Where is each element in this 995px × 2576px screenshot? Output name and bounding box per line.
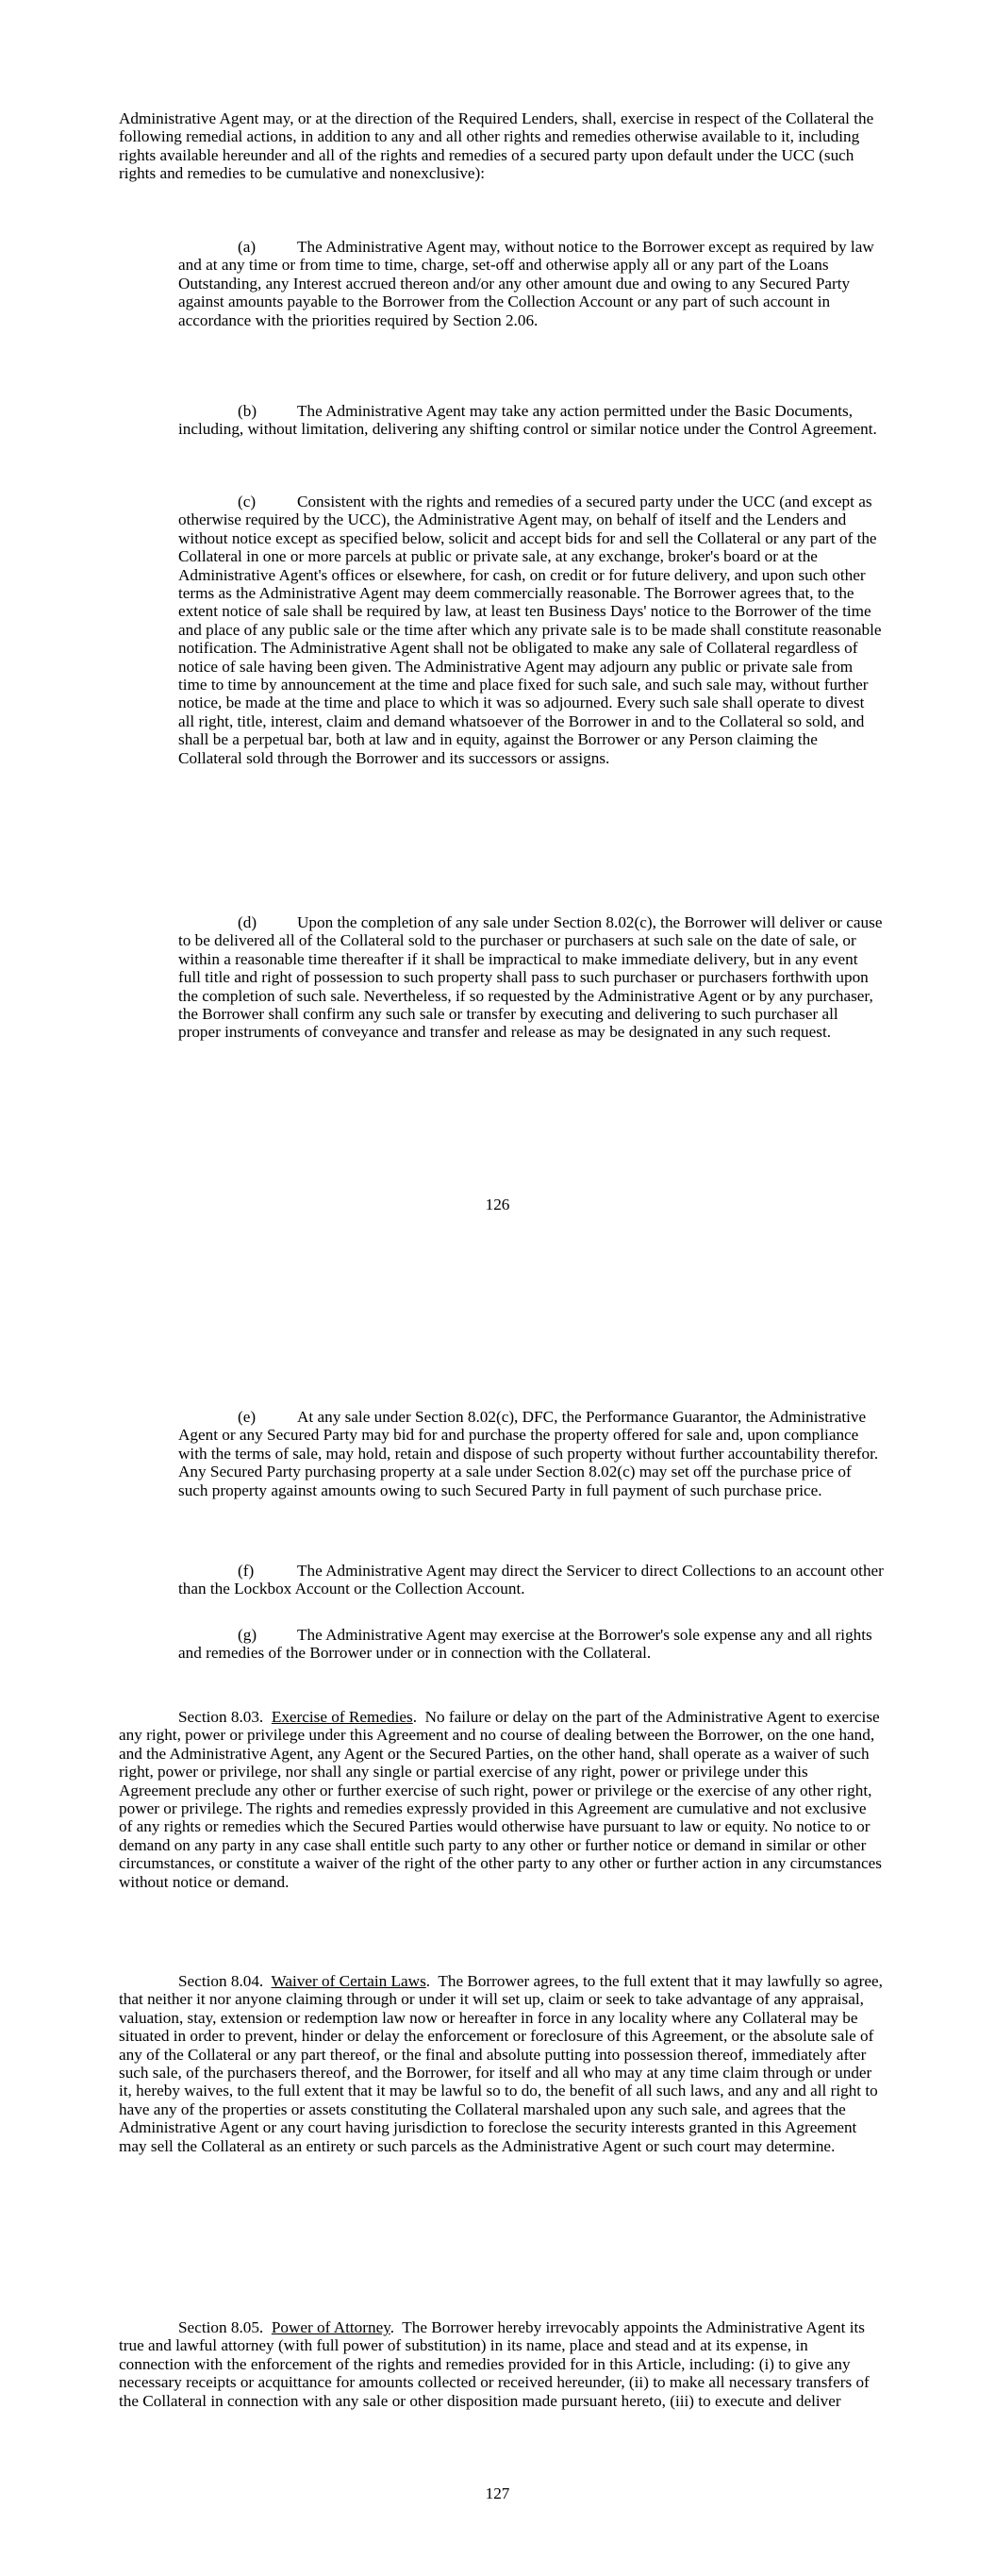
remedy-item-c xyxy=(178,493,884,767)
remedy-item-f xyxy=(178,1562,884,1598)
item-label: (e) xyxy=(238,1408,257,1426)
item-label: (d) xyxy=(238,913,257,931)
remedy-item-d xyxy=(178,913,884,1042)
section-text: The Borrower agrees, to the full extent that it may lawfully so agree, that neither it nor anyone claiming through or under it will set up, claim or seek to take advantage of any appraisal, valuation, stay, extension or redemption law now or hereafter in force in any locality where any Collateral may be situated in order to prevent, hinder or delay the enforcement or foreclosure of this Agreement, or the absolute sale of any of the Collateral or any part thereof, or the final and absolute putting into possession thereof, immediately after such sale, of the purchasers thereof, and the Borrower, for itself and all who may at any time claim through or under it, hereby waives, to the full extent that it may be lawful so to do, the benefit of all such laws, and any and all right to have any of the properties or assets constituting the Collateral marshaled upon any such sale, and agrees that the Administrative Agent or any court having jurisdiction to foreclose the security interests granted in this Agreement may sell the Collateral as an entirety or such parcels as the Administrative Agent or such court may determine. xyxy=(119,1972,883,2155)
page-number: 126 xyxy=(485,1196,510,1213)
section-number: Section 8.04. xyxy=(178,1972,264,1990)
remedy-item-g xyxy=(178,1626,884,1663)
item-text: Upon the completion of any sale under Section 8.02(c), the Borrower will deliver or cause to be delivered all of the Collateral sold to the purchaser or purchasers at such sale on the date of sale, or within a reasonable time thereafter if it shall be impractical to make immediate delivery, but in any event full title and right of possession to such property shall pass to such purchaser or purchasers forthwith upon the completion of such sale. Nevertheless, if so requested by the Administrative Agent or by any purchaser, the Borrower shall confirm any such sale or transfer by executing and delivering to such purchaser all proper instruments of conveyance and transfer and release as may be designated in any such request. xyxy=(178,913,883,1042)
section-heading: Waiver of Certain Laws xyxy=(271,1972,426,1990)
item-text: The Administrative Agent may exercise at the Borrower's sole expense any and all rights and remedies of the Borrower under or in connection with the Collateral. xyxy=(178,1626,872,1663)
item-text: The Administrative Agent may take any action permitted under the Basic Documents, including, without limitation, delivering any shifting control or similar notice under the Control Agreement. xyxy=(178,402,877,439)
remedy-item-e xyxy=(178,1408,884,1499)
item-label: (a) xyxy=(238,238,257,256)
document-page-127 xyxy=(0,1288,995,2576)
item-text: The Administrative Agent may direct the Servicer to direct Collections to an account other than the Lockbox Account or the Collection Account. xyxy=(178,1562,884,1598)
item-label: (b) xyxy=(238,402,257,420)
item-text: Consistent with the rights and remedies of a secured party under the UCC (and except as otherwise required by the UCC), the Administrative Agent may, on behalf of itself and the Lenders and without notice except as specified below, solicit and accept bids for and sell the Collateral or any part of the Collateral in one or more parcels at public or private sale, at any exchange, broker's board or at the Administrative Agent's offices or elsewhere, for cash, on credit or for future delivery, and upon such other terms as the Administrative Agent may deem commercially reasonable. The Borrower agrees that, to the extent notice of sale shall be required by law, at least ten Business Days' notice to the Borrower of the time and place of any public sale or the time after which any private sale is to be made shall constitute reasonable notification. The Administrative Agent shall not be obligated to make any sale of Collateral regardless of notice of sale having been given. The Administrative Agent may adjourn any public or private sale from time to time by announcement at the time and place fixed for such sale, and such sale may, without further notice, be made at the time and place to which it was so adjourned. Every such sale shall operate to divest all right, title, interest, claim and demand whatsoever of the Borrower in and to the Collateral so sold, and shall be a perpetual bar, both at law and in equity, against the Borrower or any Person claiming the Collateral sold through the Borrower and its successors or assigns. xyxy=(178,493,882,767)
page-number: 127 xyxy=(485,2484,510,2502)
section-8-04: Section 8.04. Waiver of Certain Laws. The Borrower agrees, to the full extent that it may lawfully so agree, that neither it nor anyone claiming through or under it will set up, claim or seek to take advantage of any appraisal, valuation, stay, extension or redemption law now or hereafter in force in any locality where any Collateral may be situated in order to prevent, hinder or delay the enforcement or foreclosure of this Agreement, or the absolute sale of any of the Collateral or any part thereof, or the final and absolute putting into possession thereof, immediately after such sale, of the purchasers thereof, and the Borrower, for itself and all who may at any time claim through or under it, hereby waives, to the full extent that it may be lawful so to do, the benefit of all such laws, and any and all right to have any of the properties or assets constituting the Collateral marshaled upon any such sale, and agrees that the Administrative Agent or any court having jurisdiction to foreclose the security interests granted in this Agreement may sell the Collateral as an entirety or such parcels as the Administrative Agent or such court may determine. xyxy=(119,1972,883,2155)
remedy-item-a xyxy=(178,238,884,329)
item-text: At any sale under Section 8.02(c), DFC, the Performance Guarantor, the Administrative Agent or any Secured Party may bid for and purchase the property offered for sale and, upon compliance with the terms of sale, may hold, retain and dispose of such property without further accountability therefor. Any Secured Party purchasing property at a sale under Section 8.02(c) may set off the purchase price of such property against amounts owing to such Secured Party in full payment of such purchase price. xyxy=(178,1408,879,1499)
section-text: The Borrower hereby irrevocably appoints the Administrative Agent its true and lawful attorney (with full power of substitution) in its name, place and stead and at its expense, in connection with the enforcement of the rights and remedies provided for in this Article, including: (i) to give any necessary receipts or acquittance for amounts collected or received hereunder, (ii) to make all necessary transfers of the Collateral in connection with any sale or other disposition made pursuant hereto, (iii) to execute and deliver xyxy=(119,2318,870,2410)
section-text: No failure or delay on the part of the Administrative Agent to exercise any right, power or privilege under this Agreement and no course of dealing between the Borrower, on the one hand, and the Administrative Agent, any Agent or the Secured Parties, on the other hand, shall operate as a waiver of such right, power or privilege, nor shall any single or partial exercise of any right, power or privilege under this Agreement preclude any other or further exercise of such right, power or privilege or the exercise of any other right, power or privilege. The rights and remedies expressly provided in this Agreement are cumulative and not exclusive of any rights or remedies which the Secured Parties would otherwise have pursuant to law or equity. No notice to or demand on any party in any case shall entitle such party to any other or further notice or demand in similar or other circumstances, or constitute a waiver of the right of the other party to any other or further action in any circumstances without notice or demand. xyxy=(119,1708,882,1891)
section-heading: Exercise of Remedies xyxy=(271,1708,413,1726)
section-number: Section 8.03. xyxy=(178,1708,264,1726)
intro-paragraph: Administrative Agent may, or at the direction of the Required Lenders, shall, exercise in respect of the Collateral the following remedial actions, in addition to any and all other rights and remedies otherwise available to it, including rights available hereunder and all of the rights and remedies of a secured party upon default under the UCC (such rights and remedies to be cumulative and nonexclusive): xyxy=(119,109,874,183)
item-text: The Administrative Agent may, without notice to the Borrower except as required by law and at any time or from time to time, charge, set-off and otherwise apply all or any part of the Loans Outstanding, any Interest accrued thereon and/or any other amount due and owing to any Secured Party against amounts payable to the Borrower from the Collection Account or any part of such account in accordance with the priorities required by Section 2.06. xyxy=(178,238,874,329)
section-heading: Power of Attorney xyxy=(271,2318,390,2336)
item-label: (g) xyxy=(238,1626,257,1644)
remedy-item-b xyxy=(178,402,884,439)
section-8-03: Section 8.03. Exercise of Remedies. No failure or delay on the part of the Administrative Agent to exercise any right, power or privilege under this Agreement and no course of dealing between the Borrower, on the one hand, and the Administrative Agent, any Agent or the Secured Parties, on the other hand, shall operate as a waiver of such right, power or privilege, nor shall any single or partial exercise of any right, power or privilege under this Agreement preclude any other or further exercise of such right, power or privilege or the exercise of any other right, power or privilege. The rights and remedies expressly provided in this Agreement are cumulative and not exclusive of any rights or remedies which the Secured Parties would otherwise have pursuant to law or equity. No notice to or demand on any party in any case shall entitle such party to any other or further notice or demand in similar or other circumstances, or constitute a waiver of the right of the other party to any other or further action in any circumstances without notice or demand. xyxy=(119,1708,882,1891)
section-8-05: Section 8.05. Power of Attorney. The Borrower hereby irrevocably appoints the Administrative Agent its true and lawful attorney (with full power of substitution) in its name, place and stead and at its expense, in connection with the enforcement of the rights and remedies provided for in this Article, including: (i) to give any necessary receipts or acquittance for amounts collected or received hereunder, (ii) to make all necessary transfers of the Collateral in connection with any sale or other disposition made pursuant hereto, (iii) to execute and deliver xyxy=(119,2318,870,2410)
item-label: (f) xyxy=(238,1562,255,1580)
section-number: Section 8.05. xyxy=(178,2318,264,2336)
item-label: (c) xyxy=(238,493,257,510)
